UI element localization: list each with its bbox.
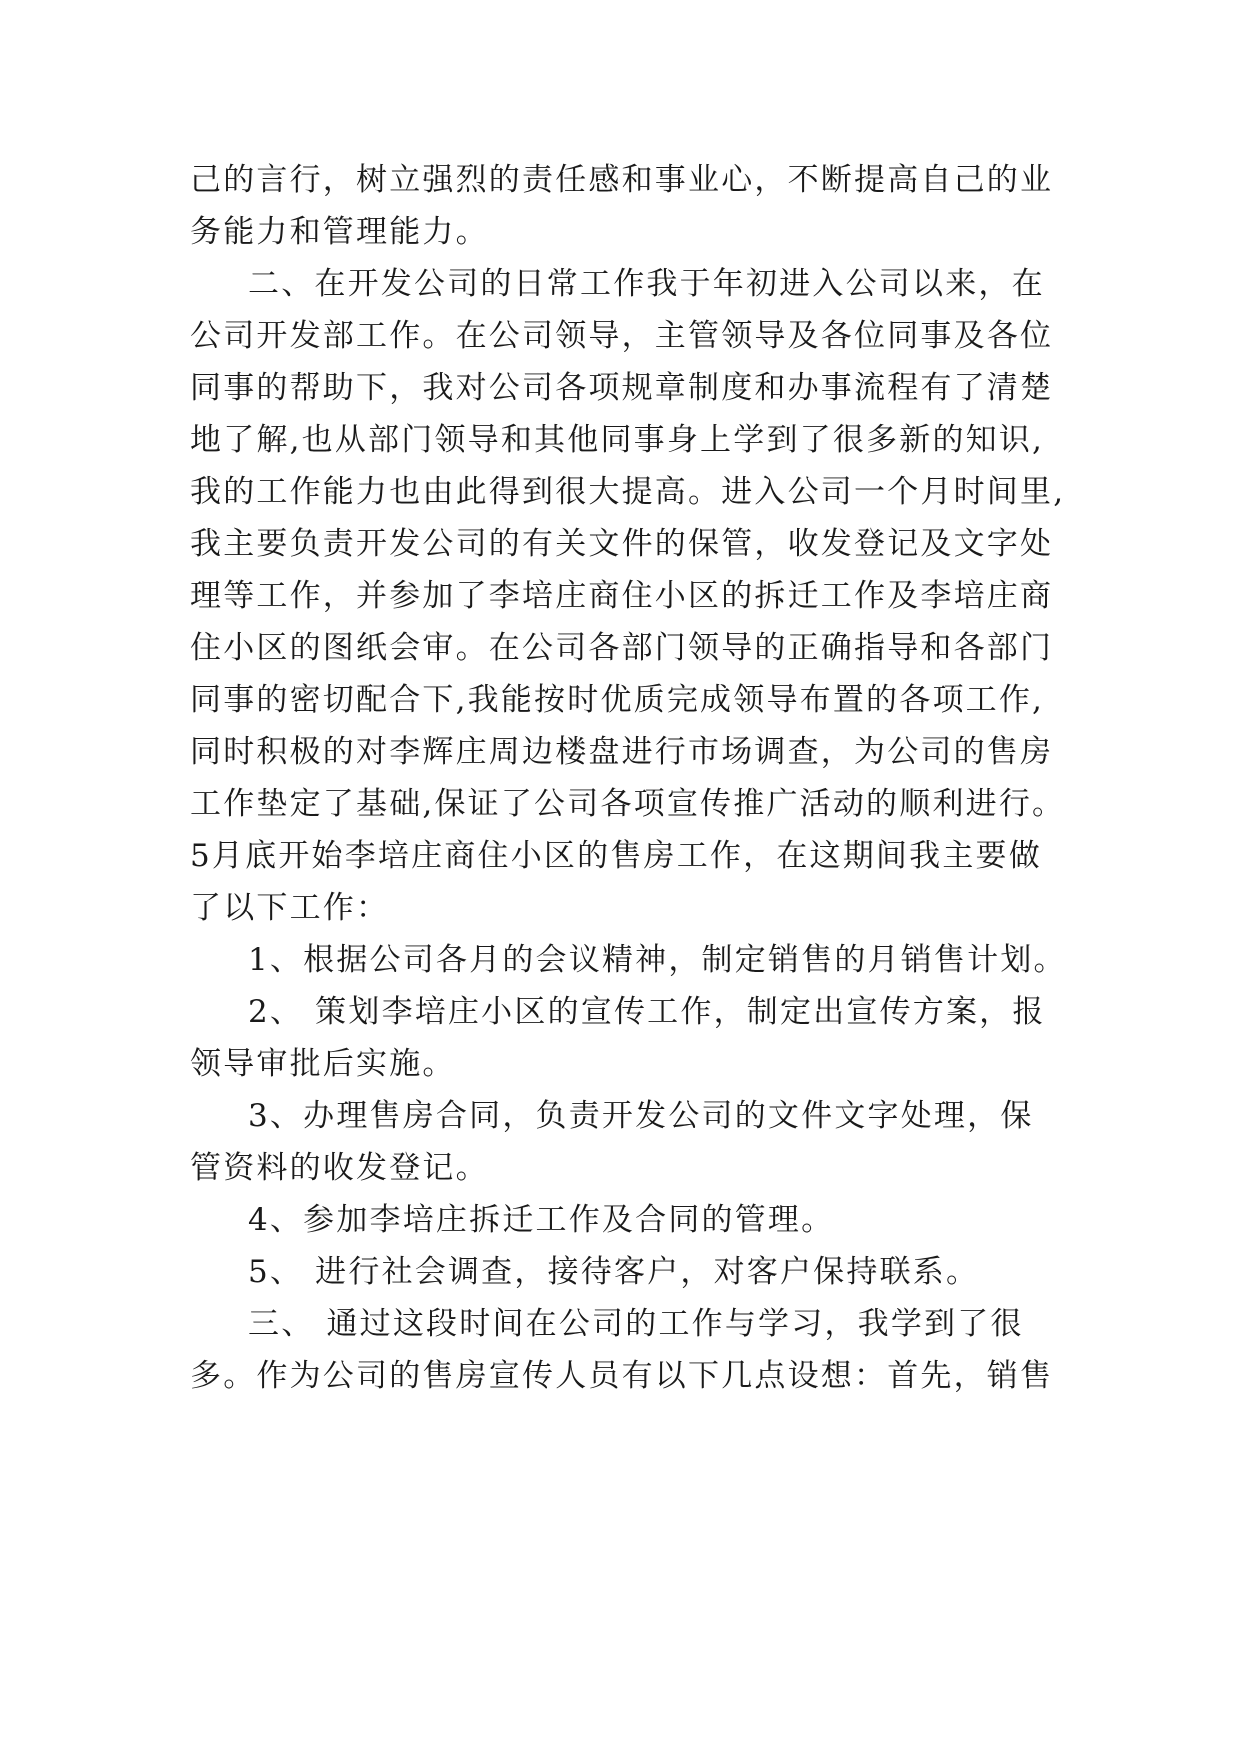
list-item-3: 3、办理售房合同，负责开发公司的文件文字处理，保 (248, 1098, 1034, 1134)
list-item-4: 4、参加李培庄拆迁工作及合同的管理。 (248, 1202, 835, 1238)
list-item-2: 2、 策划李培庄小区的宣传工作，制定出宣传方案，报 (248, 994, 1046, 1030)
text-line: 同事的密切配合下,我能按时优质完成领导布置的各项工作, (190, 682, 1045, 718)
text-line: 我主要负责开发公司的有关文件的保管，收发登记及文字处 (190, 526, 1054, 562)
text-line: 工作垫定了基础,保证了公司各项宣传推广活动的顺利进行。 (190, 786, 1066, 822)
text-line: 务能力和管理能力。 (190, 214, 489, 250)
text-line: 己的言行，树立强烈的责任感和事业心，不断提高自己的业 (190, 162, 1054, 198)
text-line: 住小区的图纸会审。在公司各部门领导的正确指导和各部门 (190, 630, 1054, 666)
list-item-1: 1、根据公司各月的会议精神，制定销售的月销售计划。 (248, 942, 1067, 978)
text-line: 同事的帮助下，我对公司各项规章制度和办事流程有了清楚 (190, 370, 1054, 406)
text-line: 同时积极的对李辉庄周边楼盘进行市场调查，为公司的售房 (190, 734, 1054, 770)
text-line: 理等工作，并参加了李培庄商住小区的拆迁工作及李培庄商 (190, 578, 1054, 614)
text-line: 地了解,也从部门领导和其他同事身上学到了很多新的知识, (190, 422, 1045, 458)
text-line: 多。作为公司的售房宣传人员有以下几点设想：首先，销售 (190, 1358, 1054, 1394)
text-line: 公司开发部工作。在公司领导，主管领导及各位同事及各位 (190, 318, 1054, 354)
text-line: 管资料的收发登记。 (190, 1150, 489, 1186)
text-line: 我的工作能力也由此得到很大提高。进入公司一个月时间里, (190, 474, 1066, 510)
paragraph-start-line: 二、在开发公司的日常工作我于年初进入公司以来，在 (248, 266, 1045, 302)
text-line: 领导审批后实施。 (190, 1046, 456, 1082)
text-line: 了以下工作： (190, 890, 390, 926)
paragraph-start-line: 三、 通过这段时间在公司的工作与学习，我学到了很 (248, 1306, 1024, 1342)
list-item-5: 5、 进行社会调查，接待客户，对客户保持联系。 (248, 1254, 980, 1290)
text-line: 5月底开始李培庄商住小区的售房工作，在这期间我主要做 (190, 838, 1042, 874)
